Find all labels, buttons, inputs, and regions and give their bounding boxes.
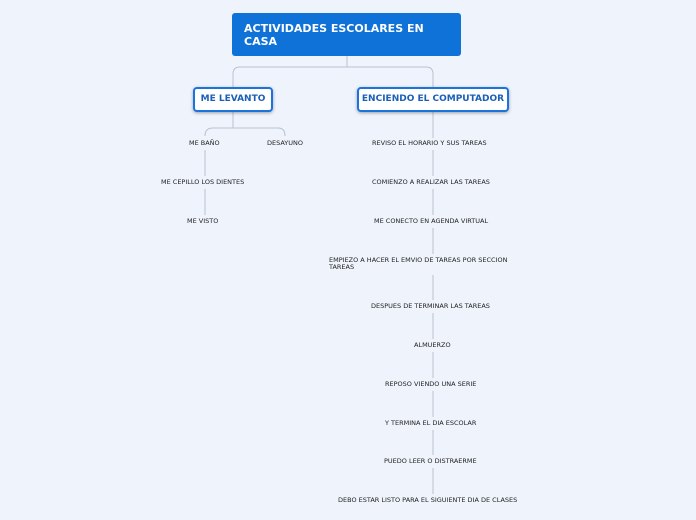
leaf-debo-estar-listo[interactable]: DEBO ESTAR LISTO PARA EL SIGUIENTE DIA DE CLASES: [338, 496, 518, 504]
leaf-despues-de-terminar[interactable]: DESPUES DE TERMINAR LAS TAREAS: [371, 302, 490, 310]
leaf-comienzo-a-realizar[interactable]: COMIENZO A REALIZAR LAS TAREAS: [372, 178, 490, 186]
leaf-me-cepillo-los-dientes[interactable]: ME CEPILLO LOS DIENTES: [161, 178, 245, 186]
leaf-almuerzo[interactable]: ALMUERZO: [414, 341, 451, 349]
branch-enciendo-el-computador[interactable]: [357, 87, 509, 112]
leaf-me-conecto-agenda[interactable]: ME CONECTO EN AGENDA VIRTUAL: [374, 217, 489, 225]
leaf-empiezo-envio-tareas[interactable]: [329, 257, 508, 271]
leaf-desayuno[interactable]: DESAYUNO: [267, 139, 304, 147]
leaf-me-visto[interactable]: ME VISTO: [187, 217, 219, 225]
leaf-me-bano[interactable]: ME BAÑO: [189, 139, 220, 147]
branch-label: ME LEVANTO: [200, 94, 266, 104]
leaf-puedo-leer[interactable]: PUEDO LEER O DISTRAERME: [384, 457, 477, 465]
leaf-termina-dia-escolar[interactable]: Y TERMINA EL DIA ESCOLAR: [385, 419, 477, 427]
branch-me-levanto[interactable]: [193, 87, 273, 112]
root-topic[interactable]: [232, 13, 461, 56]
branch-label: ENCIENDO EL COMPUTADOR: [361, 94, 505, 104]
leaf-line-1: EMPIEZO A HACER EL EMVIO DE TAREAS POR SECCION: [329, 256, 508, 264]
leaf-reviso-el-horario[interactable]: REVISO EL HORARIO Y SUS TAREAS: [372, 139, 487, 147]
root-topic-title: ACTIVIDADES ESCOLARES EN CASA: [244, 22, 424, 48]
leaf-line-2: TAREAS: [329, 263, 355, 271]
leaf-reposo-serie[interactable]: REPOSO VIENDO UNA SERIE: [385, 380, 477, 388]
